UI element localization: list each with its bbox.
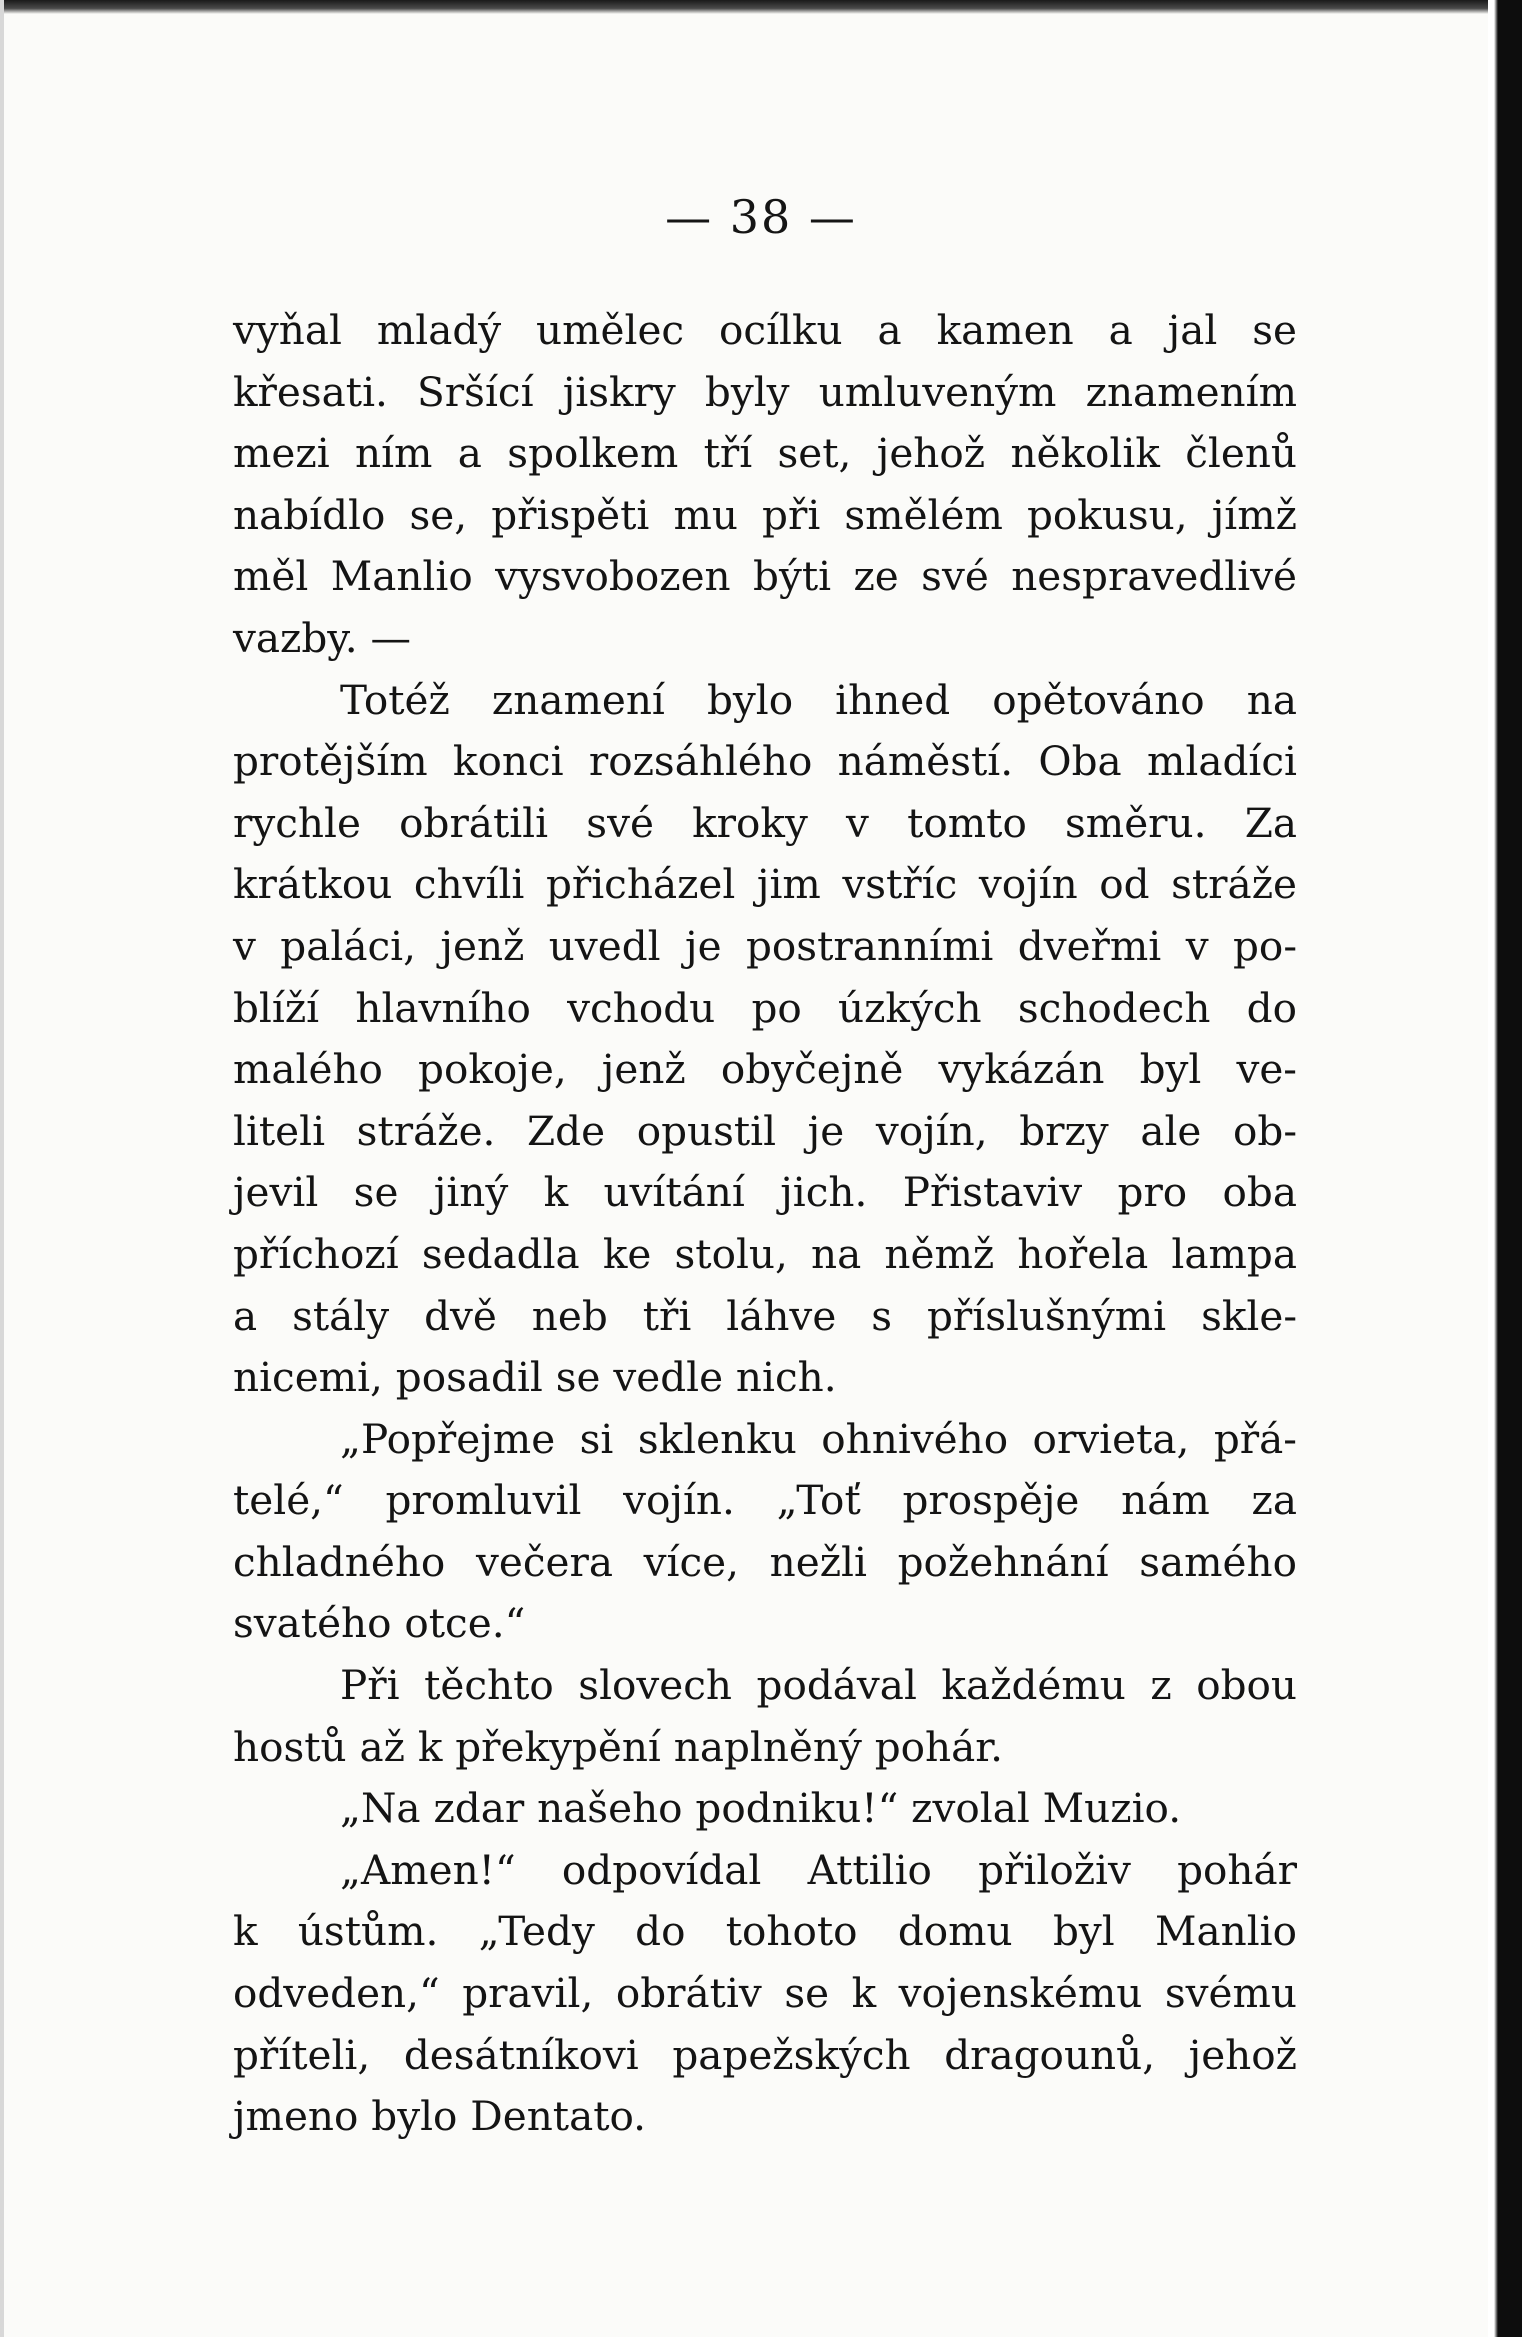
page-left-edge — [0, 0, 4, 2337]
text-line: k ústům. „Tedy do tohoto domu byl Manlio — [233, 1907, 1297, 1956]
body-text — [233, 300, 1297, 2148]
text-line: nabídlo se, přispěti mu při smělém pokusu, jímž — [233, 490, 1297, 539]
text-line: protějším konci rozsáhlého náměstí. Oba mladíci — [233, 737, 1297, 786]
text-line: v paláci, jenž uvedl je postranními dveřmi v po- — [233, 921, 1297, 970]
text-line: „Na zdar našeho podniku!“ zvolal Muzio. — [340, 1784, 1182, 1833]
page-number: — 38 — — [665, 190, 857, 244]
text-line: jmeno bylo Dentato. — [233, 2092, 647, 2141]
text-line: „Popřejme si sklenku ohnivého orvieta, přá- — [340, 1414, 1297, 1463]
text-line: „Amen!“ odpovídal Attilio přiloživ pohár — [340, 1845, 1297, 1894]
text-line: malého pokoje, jenž obyčejně vykázán byl ve- — [233, 1045, 1297, 1094]
book-binding-edge — [1488, 0, 1522, 2337]
text-line: rychle obrátili své kroky v tomto směru. Za — [233, 798, 1297, 847]
text-line: jevil se jiný k uvítání jich. Přistaviv pro oba — [233, 1168, 1297, 1217]
text-line: blíží hlavního vchodu po úzkých schodech do — [233, 983, 1297, 1032]
text-line: hostů až k překypění naplněný pohár. — [233, 1722, 1004, 1771]
text-line: a stály dvě neb tři láhve s příslušnými skle- — [233, 1291, 1297, 1340]
text-line: svatého otce.“ — [233, 1599, 526, 1648]
text-line: nicemi, posadil se vedle nich. — [233, 1353, 837, 1402]
text-line: příchozí sedadla ke stolu, na němž hořela lampa — [233, 1229, 1297, 1278]
text-line: příteli, desátníkovi papežských dragounů, jehož — [233, 2030, 1297, 2079]
text-line: odveden,“ pravil, obrátiv se k vojenskému svému — [233, 1969, 1297, 2018]
text-line: Při těchto slovech podával každému z obou — [340, 1661, 1297, 1710]
text-line: Totéž znamení bylo ihned opětováno na — [340, 675, 1297, 724]
text-line: vyňal mladý umělec ocílku a kamen a jal se — [233, 306, 1297, 354]
text-line: telé,“ promluvil vojín. „Toť prospěje nám za — [233, 1476, 1297, 1525]
text-line: liteli stráže. Zde opustil je vojín, brzy ale ob- — [233, 1106, 1297, 1155]
text-line: chladného večera více, nežli požehnání samého — [233, 1537, 1297, 1586]
text-line: křesati. Sršící jiskry byly umluveným znamením — [233, 367, 1297, 416]
text-line: mezi ním a spolkem tří set, jehož několik členů — [233, 429, 1297, 478]
text-line: vazby. — — [233, 613, 412, 662]
page-top-shadow — [0, 0, 1522, 14]
text-line: měl Manlio vysvobozen býti ze své nespravedlivé — [233, 552, 1297, 601]
text-line: krátkou chvíli přicházel jim vstříc vojín od stráže — [233, 860, 1297, 909]
